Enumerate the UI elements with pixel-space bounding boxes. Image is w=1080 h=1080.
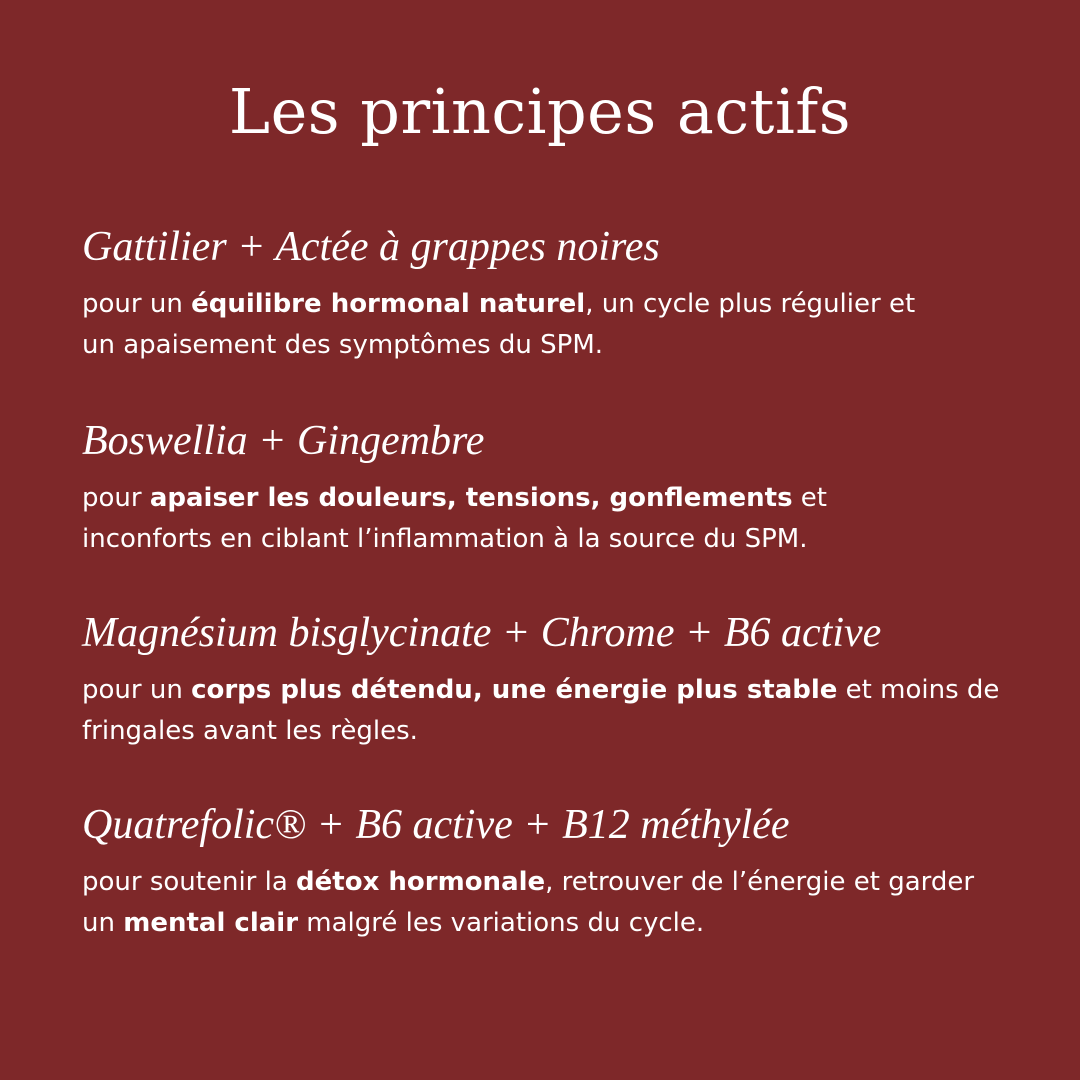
description-text: pour soutenir la xyxy=(82,867,297,897)
description-text: fringales avant les règles. xyxy=(82,716,418,746)
description-highlight: corps plus détendu, une énergie plus stable xyxy=(191,675,838,705)
description-text: pour un xyxy=(82,289,192,319)
description-text: malgré les variations du cycle. xyxy=(298,908,705,938)
ingredient-heading: Magnésium bisglycinate + Chrome + B6 active xyxy=(82,610,882,656)
page-title: Les principes actifs xyxy=(228,75,852,148)
description-highlight: apaiser les douleurs, tensions, gonflements xyxy=(149,483,793,513)
ingredient-heading: Gattilier + Actée à grappes noires xyxy=(82,224,660,270)
ingredient-block xyxy=(82,606,1002,752)
description-text: inconforts en ciblant l’inflammation à la source du SPM. xyxy=(82,524,808,554)
ingredient-heading: Quatrefolic® + B6 active + B12 méthylée xyxy=(82,802,790,848)
ingredient-block xyxy=(82,798,1002,944)
ingredient-heading: Boswellia + Gingembre xyxy=(82,418,485,464)
description-text: pour xyxy=(82,483,150,513)
description-text: , un cycle plus régulier et xyxy=(585,289,916,319)
description-text: pour un xyxy=(82,675,192,705)
description-text: un xyxy=(82,908,124,938)
ingredient-description xyxy=(82,284,1002,366)
ingredient-description xyxy=(82,670,1002,752)
ingredient-block xyxy=(82,414,1002,560)
description-highlight: équilibre hormonal naturel xyxy=(191,289,586,319)
ingredient-block xyxy=(82,220,1002,366)
description-text: , retrouver de l’énergie et garder xyxy=(545,867,975,897)
description-text: et xyxy=(792,483,828,513)
description-text: un apaisement des symptômes du SPM. xyxy=(82,330,604,360)
description-highlight: détox hormonale xyxy=(296,867,546,897)
description-text: et moins de xyxy=(837,675,1000,705)
ingredient-description xyxy=(82,862,1002,944)
ingredient-description xyxy=(82,478,1002,560)
description-highlight: mental clair xyxy=(123,908,299,938)
